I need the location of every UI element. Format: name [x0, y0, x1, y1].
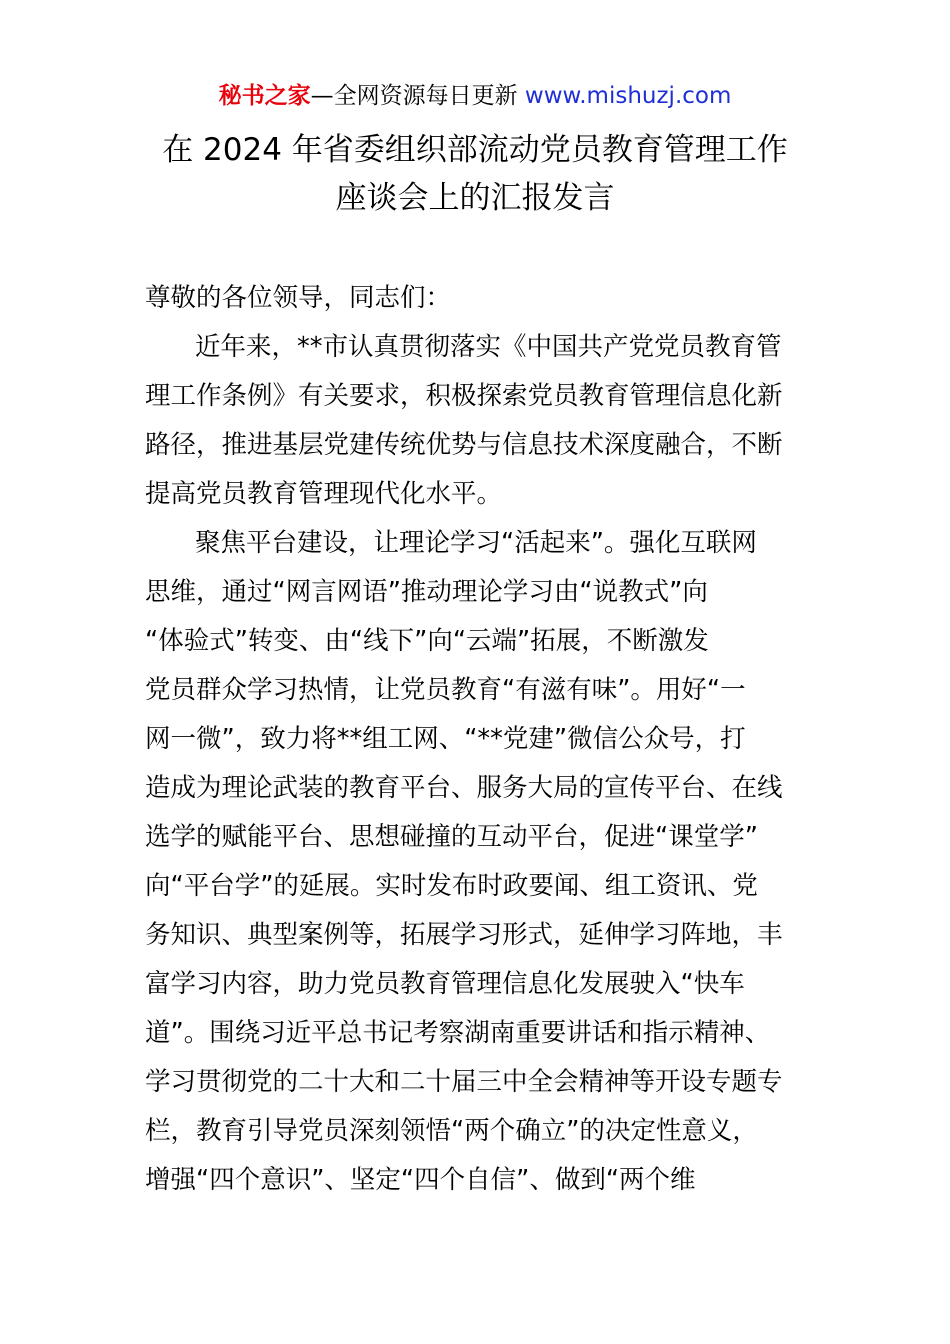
- brand-name: 秘书之家: [218, 83, 311, 109]
- paragraph-2-line: 学习贯彻党的二十大和二十届三中全会精神等开设专题专: [145, 1067, 783, 1097]
- paragraph-1-line: 理工作条例》有关要求，积极探索党员教育管理信息化新: [145, 381, 783, 411]
- paragraph-2-line: 道”。围绕习近平总书记考察湖南重要讲话和指示精神、: [145, 1018, 771, 1048]
- paragraph-2-line: 聚焦平台建设，让理论学习“活起来”。强化互联网: [195, 528, 757, 558]
- site-header: [0, 80, 950, 112]
- title-line-1: 在 2024 年省委组织部流动党员教育管理工作: [162, 132, 788, 168]
- paragraph-2-line: 选学的赋能平台、思想碰撞的互动平台，促进“课堂学”: [145, 822, 758, 852]
- paragraph-2-line: 网一微”，致力将**组工网、“**党建”微信公众号，打: [145, 724, 746, 754]
- paragraph-2-line: 富学习内容，助力党员教育管理信息化发展驶入“快车: [145, 969, 745, 999]
- title-line-2: 座谈会上的汇报发言: [335, 180, 615, 216]
- paragraph-2-line: 造成为理论武装的教育平台、服务大局的宣传平台、在线: [145, 773, 783, 803]
- header-url[interactable]: www.mishuzj.com: [524, 83, 732, 109]
- paragraph-1-line: 路径，推进基层党建传统优势与信息技术深度融合，不断: [145, 430, 783, 460]
- paragraph-2-line: 增强“四个意识”、坚定“四个自信”、做到“两个维: [145, 1165, 696, 1195]
- paragraph-1-line: 近年来，**市认真贯彻落实《中国共产党党员教育管: [195, 332, 782, 362]
- header-tagline: —全网资源每日更新: [310, 83, 525, 109]
- paragraph-2-line: 务知识、典型案例等，拓展学习形式，延伸学习阵地，丰: [145, 920, 783, 950]
- paragraph-2-line: 向“平台学”的延展。实时发布时政要闻、组工资讯、党: [145, 871, 758, 901]
- document-body: [145, 274, 815, 1205]
- paragraph-2-line: “体验式”转变、由“线下”向“云端”拓展，不断激发: [145, 626, 709, 656]
- paragraph-2-line: 思维，通过“网言网语”推动理论学习由“说教式”向: [145, 577, 708, 607]
- paragraph-1-line: 提高党员教育管理现代化水平。: [145, 479, 503, 509]
- greeting: 尊敬的各位领导，同志们：: [145, 283, 452, 313]
- paragraph-2-line: 栏，教育引导党员深刻领悟“两个确立”的决定性意义，: [145, 1116, 758, 1146]
- paragraph-2-line: 党员群众学习热情，让党员教育“有滋有味”。用好“一: [145, 675, 746, 705]
- document-title: [100, 126, 850, 222]
